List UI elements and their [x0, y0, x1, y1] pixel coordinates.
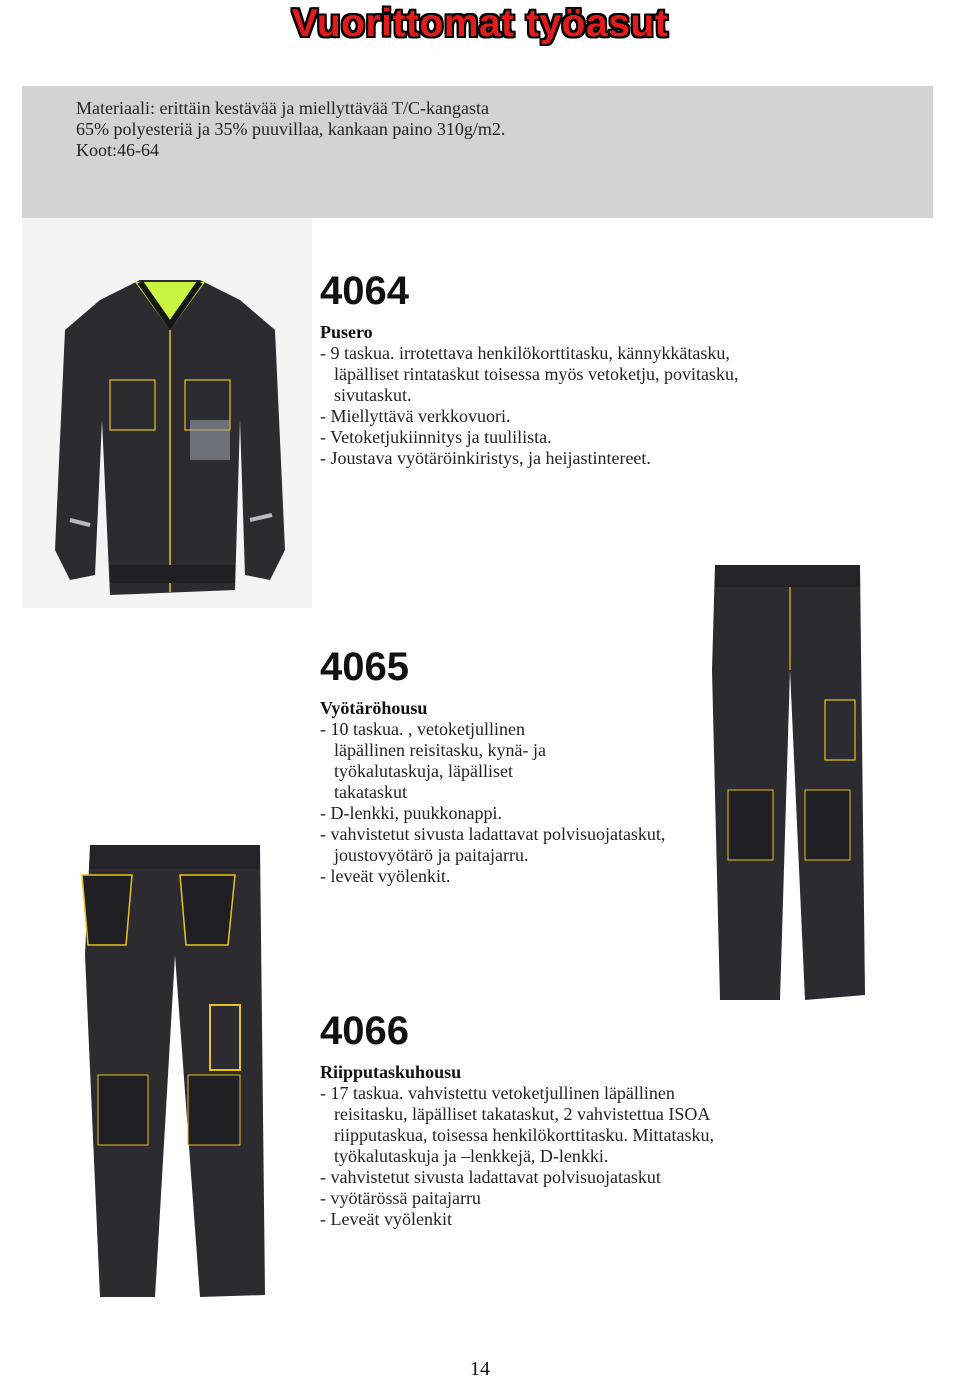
feature-line: - Joustava vyötäröinkiristys, ja heijastintereet. — [320, 448, 651, 468]
feature-line: työkalutaskuja ja –lenkkejä, D-lenkki. — [334, 1146, 609, 1166]
feature-line: reisitasku, läpälliset takataskut, 2 vahvistettua ISOA — [334, 1104, 711, 1124]
feature-line: joustovyötärö ja paitajarru. — [334, 845, 529, 865]
product-4064 — [320, 268, 738, 469]
page-title: Vuorittomat työasut — [291, 2, 669, 45]
feature-line: - Miellyttävä verkkovuori. — [320, 406, 511, 426]
feature-line: - 17 taskua. vahvistettu vetoketjullinen läpällinen — [320, 1083, 675, 1103]
feature-line: - leveät vyölenkit. — [320, 866, 451, 886]
feature-line: takataskut — [334, 782, 407, 802]
product-name: Pusero — [320, 322, 373, 342]
composition-line: 65% polyesteriä ja 35% puuvillaa, kankaan paino 310g/m2. — [76, 119, 506, 139]
material-line: Materiaali: erittäin kestävää ja miellyttävää T/C-kangasta — [76, 98, 489, 118]
feature-line: - Vetoketjukiinnitys ja tuulilista. — [320, 427, 552, 447]
product-name: Riipputaskuhousu — [320, 1062, 462, 1082]
holster-trousers-image — [60, 835, 280, 1305]
product-code: 4064 — [320, 269, 409, 313]
product-4065 — [320, 644, 665, 887]
feature-line: - D-lenkki, puukkonappi. — [320, 803, 502, 823]
product-code: 4066 — [320, 1009, 409, 1053]
feature-line: - 9 taskua. irrotettava henkilökorttitasku, kännykkätasku, — [320, 343, 730, 363]
sizes-line: Koot:46-64 — [76, 140, 159, 160]
jacket-image — [40, 270, 300, 610]
feature-line: - vyötärössä paitajarru — [320, 1188, 481, 1208]
product-name: Vyötäröhousu — [320, 698, 428, 718]
feature-line: riipputaskua, toisessa henkilökorttitasku. Mittatasku, — [334, 1125, 714, 1145]
product-code: 4065 — [320, 645, 409, 689]
material-info-box — [22, 86, 933, 218]
feature-line: - 10 taskua. , vetoketjullinen — [320, 719, 525, 739]
feature-line: sivutaskut. — [334, 385, 412, 405]
feature-line: - vahvistetut sivusta ladattavat polvisuojataskut, — [320, 824, 666, 844]
product-4066 — [320, 1008, 714, 1230]
feature-line: työkalutaskuja, läpälliset — [334, 761, 513, 781]
feature-line: - Leveät vyölenkit — [320, 1209, 452, 1229]
waist-trousers-image — [700, 560, 880, 1010]
feature-line: - vahvistetut sivusta ladattavat polvisuojataskut — [320, 1167, 661, 1187]
page-number: 14 — [470, 1358, 490, 1380]
feature-line: läpällinen reisitasku, kynä- ja — [334, 740, 546, 760]
feature-line: läpälliset rintataskut toisessa myös vetoketju, povitasku, — [334, 364, 739, 384]
